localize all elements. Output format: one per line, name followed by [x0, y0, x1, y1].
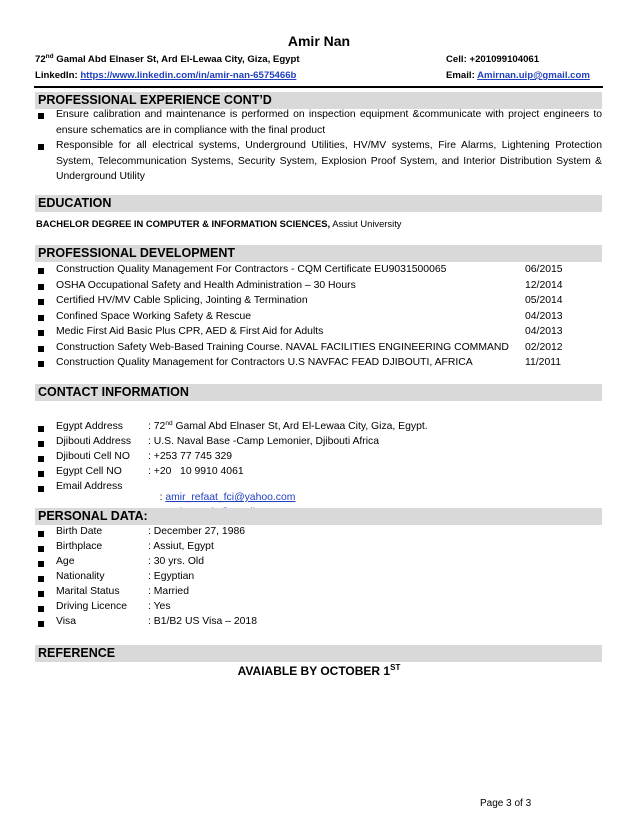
contact-value: : U.S. Naval Base -Camp Lemonier, Djibouti Africa [148, 436, 379, 447]
bullet-icon [38, 441, 45, 448]
development-item: Construction Quality Management for Contractors U.S NAVFAC FEAD DJIBOUTI, AFRICA [56, 357, 473, 368]
bullet-icon [38, 315, 45, 322]
personal-label: Birth Date [56, 526, 103, 537]
personal-value: : Assiut, Egypt [148, 541, 214, 552]
development-date: 04/2013 [525, 311, 563, 322]
personal-value: : 30 yrs. Old [148, 556, 205, 567]
bullet-icon [38, 144, 45, 151]
header-divider [34, 86, 603, 88]
contact-value: : +20 10 9910 4061 [148, 466, 244, 477]
development-date: 06/2015 [525, 264, 563, 275]
personal-value: : Yes [148, 601, 171, 612]
development-item: Certified HV/MV Cable Splicing, Jointing & Termination [56, 295, 308, 306]
bullet-icon [38, 591, 45, 598]
section-personal-title: PERSONAL DATA: [35, 508, 602, 525]
personal-label: Age [56, 556, 75, 567]
bullet-icon [38, 284, 45, 291]
bullet-icon [38, 576, 45, 583]
bullet-icon [38, 456, 45, 463]
linkedin-link[interactable]: https://www.linkedin.com/in/amir-nan-6575466b [80, 70, 297, 81]
header-email-link[interactable]: Amirnan.uip@gmail.com [477, 70, 590, 81]
page-number: Page 3 of 3 [480, 798, 532, 809]
header-address: 72nd Gamal Abd Elnaser St, Ard El-Lewaa City, Giza, Egypt [35, 53, 300, 65]
section-experience-title: PROFESSIONAL EXPERIENCE CONT’D [35, 92, 602, 109]
header-cell: Cell: +201099104061 [446, 54, 540, 65]
contact-label: Djibouti Cell NO [56, 451, 130, 462]
personal-value: : Egyptian [148, 571, 195, 582]
personal-value: : December 27, 1986 [148, 526, 246, 537]
personal-label: Visa [56, 616, 77, 627]
development-item: OSHA Occupational Safety and Health Administration – 30 Hours [56, 280, 356, 291]
bullet-icon [38, 299, 45, 306]
contact-label: Djibouti Address [56, 436, 132, 447]
bullet-icon [38, 486, 45, 493]
bullet-icon [38, 621, 45, 628]
personal-value: : Married [148, 586, 189, 597]
development-item: Construction Quality Management For Contractors - CQM Certificate EU9031500065 [56, 264, 447, 275]
bullet-icon [38, 346, 45, 353]
personal-value: : B1/B2 US Visa – 2018 [148, 616, 257, 627]
bullet-icon [38, 606, 45, 613]
bullet-icon [38, 546, 45, 553]
personal-label: Marital Status [56, 586, 120, 597]
section-education-title: EDUCATION [35, 195, 602, 212]
section-contact-title: CONTACT INFORMATION [35, 384, 602, 401]
contact-value: : amir_refaat_fci@yahoo.com [159, 492, 296, 503]
development-date: 05/2014 [525, 295, 563, 306]
candidate-name: Amir Nan [287, 33, 351, 49]
experience-item: Responsible for all electrical systems, Underground Utilities, HV/MV systems, Fire Alarms, Lightening Protection System, Telecommunication Systems, Security System, Explosion Proof System, and Interior Distribution System & Underground Utility [56, 140, 602, 182]
section-development-title: PROFESSIONAL DEVELOPMENT [35, 245, 602, 262]
personal-label: Driving Licence [56, 601, 128, 612]
contact-value: : +253 77 745 329 [148, 451, 233, 462]
development-date: 12/2014 [525, 280, 563, 291]
development-date: 02/2012 [525, 342, 563, 353]
section-reference-title: REFERENCE [35, 645, 602, 662]
bullet-icon [38, 113, 45, 120]
bullet-icon [38, 268, 45, 275]
personal-label: Birthplace [56, 541, 103, 552]
development-item: Medic First Aid Basic Plus CPR, AED & First Aid for Adults [56, 326, 324, 337]
bullet-icon [38, 561, 45, 568]
development-date: 04/2013 [525, 326, 563, 337]
contact-label: Egypt Address [56, 421, 124, 432]
bullet-icon [38, 531, 45, 538]
header-email: Email: Amirnan.uip@gmail.com [446, 70, 590, 81]
bullet-icon [38, 330, 45, 337]
bullet-icon [38, 471, 45, 478]
header-linkedin: LinkedIn: https://www.linkedin.com/in/amir-nan-6575466b [35, 70, 297, 81]
reference-availability: AVAIABLE BY OCTOBER 1ST [237, 663, 401, 678]
contact-label: Email Address [56, 481, 123, 492]
education-entry: BACHELOR DEGREE IN COMPUTER & INFORMATION SCIENCES, Assiut University [36, 218, 402, 229]
experience-item: Ensure calibration and maintenance is performed on inspection equipment &communicate with project engineers to ensure schematics are in compliance with the final product [56, 109, 602, 136]
development-item: Confined Space Working Safety & Rescue [56, 311, 252, 322]
personal-label: Nationality [56, 571, 105, 582]
contact-value: : 72nd Gamal Abd Elnaser St, Ard El-Lewaa City, Giza, Egypt. [148, 420, 428, 432]
development-item: Construction Safety Web-Based Training Course. NAVAL FACILITIES ENGINEERING COMMAND [56, 342, 509, 353]
bullet-icon [38, 361, 45, 368]
bullet-icon [38, 426, 45, 433]
contact-label: Egypt Cell NO [56, 466, 122, 477]
development-date: 11/2011 [525, 357, 562, 368]
email-link-yahoo[interactable]: amir_refaat_fci@yahoo.com [165, 492, 296, 503]
